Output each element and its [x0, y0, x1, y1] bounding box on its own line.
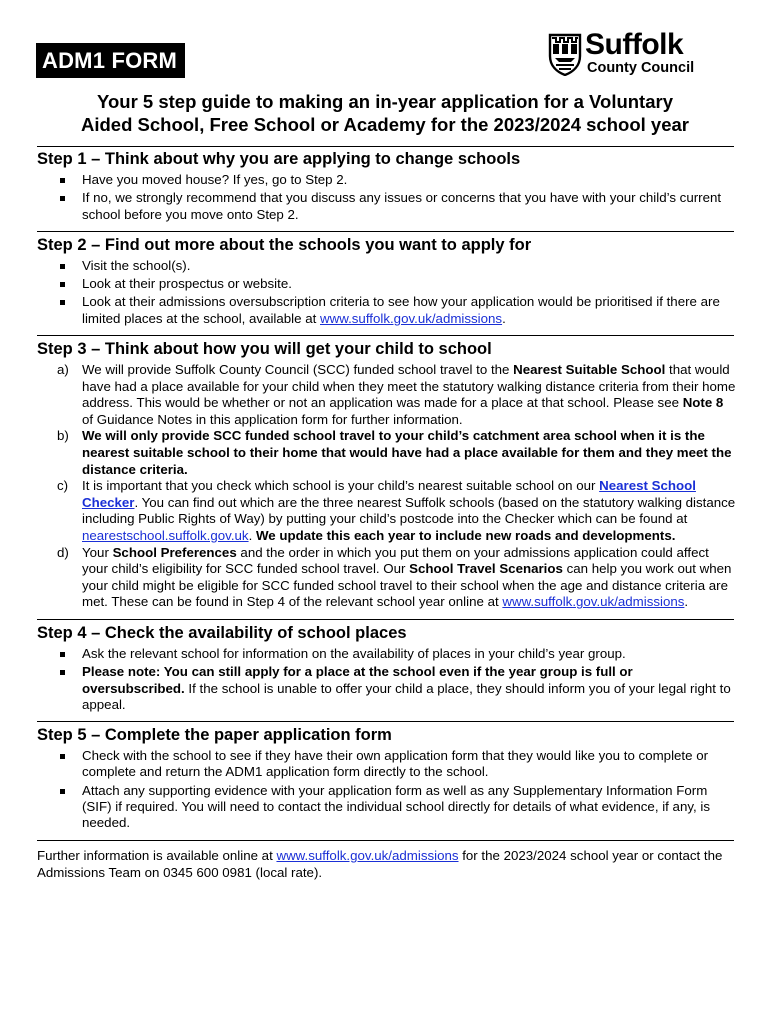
- admissions-link[interactable]: www.suffolk.gov.uk/admissions: [276, 847, 459, 863]
- list-item-d: [37, 545, 737, 611]
- item-bold: School Travel Scenarios: [409, 561, 563, 577]
- footer-text: for the 2023/2024 school year or contact the Admissions Team on 0345 600 0981 (local rate).: [37, 847, 723, 880]
- item-text: can help you work out when your child might be eligible for SCC funded school travel to their school when the age and distance criteria are met. These can be found in Step 4 of the relevant school year online at: [82, 561, 732, 610]
- item-text: We will provide Suffolk County Council (SCC) funded school travel to the: [82, 362, 514, 378]
- list-item-b: [37, 428, 737, 478]
- step-4-section: [37, 623, 737, 713]
- nearest-school-checker-link[interactable]: Nearest School Checker: [82, 478, 696, 510]
- page-title: [30, 90, 740, 136]
- suffolk-logo: [547, 28, 717, 80]
- item-text: If the school is unable to offer your child a place, they should inform you of your legal right to appeal.: [82, 680, 731, 712]
- item-letter: a): [57, 362, 69, 378]
- item-letter: c): [57, 478, 69, 494]
- list-item: [37, 294, 737, 327]
- divider: [37, 619, 734, 620]
- step-2-title: Step 2 – Find out more about the schools you want to apply for: [37, 235, 532, 254]
- item-bold: Please note: You can still apply for a place at the school even if the year group is full or oversubscribed.: [82, 664, 633, 696]
- item-text: .: [502, 310, 506, 326]
- step-3-title: Step 3 – Think about how you will get your child to school: [37, 340, 492, 359]
- footer-text: Further information is available online at: [37, 847, 277, 863]
- item-letter: d): [57, 544, 69, 560]
- footer-info: [37, 847, 737, 881]
- crest-icon: [547, 32, 583, 76]
- step-5-section: [37, 725, 737, 831]
- admissions-link[interactable]: www.suffolk.gov.uk/admissions: [320, 310, 503, 326]
- form-badge: ADM1 FORM: [36, 43, 185, 78]
- item-text: It is important that you check which school is your child’s nearest suitable school on our: [82, 478, 600, 494]
- item-bold: Nearest Suitable School: [513, 362, 666, 378]
- item-text: .: [248, 528, 256, 544]
- item-bold: Note 8: [682, 395, 724, 411]
- list-item: Visit the school(s).: [37, 258, 737, 274]
- list-item: [37, 664, 737, 713]
- list-item: Have you moved house? If yes, go to Step 2.: [37, 172, 737, 188]
- item-text: . You can find out which are the three nearest Suffolk schools (based on the statutory walking distance including Public Rights of Way) by putting your child’s postcode into the Checker which can be found at: [82, 494, 736, 527]
- item-bold: We update this each year to include new roads and developments.: [255, 528, 676, 544]
- list-item: Look at their prospectus or website.: [37, 276, 737, 292]
- content: [37, 146, 737, 881]
- divider: [37, 840, 734, 841]
- step-2-section: [37, 235, 737, 327]
- item-text: Look at their admissions oversubscription criteria to see how your application would be prioritised if there are limited places at the school, available at: [82, 294, 720, 326]
- title-line-2: Aided School, Free School or Academy for the 2023/2024 school year: [81, 114, 689, 135]
- step-1-title: Step 1 – Think about why you are applying to change schools: [37, 150, 521, 168]
- list-item: Check with the school to see if they have their own application form that they would like you to complete or complete and return the ADM1 application form directly to the school.: [37, 748, 737, 781]
- list-item-c: [37, 478, 737, 544]
- list-item: Ask the relevant school for information on the availability of places in your child’s year group.: [37, 646, 737, 662]
- logo-subtitle: County Council: [587, 60, 695, 76]
- step-1-section: [37, 149, 737, 223]
- item-text: that would have had a place available for your child when they meet the statutory walking distance criteria from their home address. This would be whether or not an application was made for a place at that school. Please see: [82, 362, 736, 411]
- list-item: If no, we strongly recommend that you discuss any issues or concerns that you have with your child’s current school before you move onto Step 2.: [37, 190, 737, 223]
- admissions-link[interactable]: www.suffolk.gov.uk/admissions: [502, 594, 685, 610]
- item-letter: b): [57, 428, 69, 444]
- title-line-1: Your 5 step guide to making an in-year application for a Voluntary: [97, 91, 673, 112]
- list-item-a: [37, 362, 737, 428]
- logo-name: Suffolk: [585, 28, 684, 61]
- item-text: .: [684, 594, 689, 610]
- step-5-title: Step 5 – Complete the paper application form: [37, 726, 392, 745]
- step-4-title: Step 4 – Check the availability of school places: [37, 623, 407, 642]
- divider: [37, 721, 734, 722]
- step-3-section: [37, 339, 737, 611]
- list-item: Attach any supporting evidence with your application form as well as any Supplementary Information Form (SIF) if required. You will need to contact the individual school directly for details of what evidence, if any, is needed.: [37, 783, 737, 832]
- item-text: and the order in which you put them on your admissions application could affect your child’s eligibility for SCC funded school travel. Our: [82, 544, 709, 577]
- item-text: of Guidance Notes in this application form for further information.: [82, 411, 463, 427]
- divider: [37, 231, 734, 232]
- divider: [37, 335, 734, 336]
- item-text: Your: [82, 544, 113, 560]
- divider: [37, 146, 734, 147]
- item-bold: School Preferences: [112, 544, 237, 560]
- item-bold: We will only provide SCC funded school travel to your child’s catchment area school when it is the nearest suitable school to their home that would have had a place available for them and they meet the distance criteria.: [82, 428, 732, 477]
- nearestschool-link[interactable]: nearestschool.suffolk.gov.uk: [82, 528, 249, 544]
